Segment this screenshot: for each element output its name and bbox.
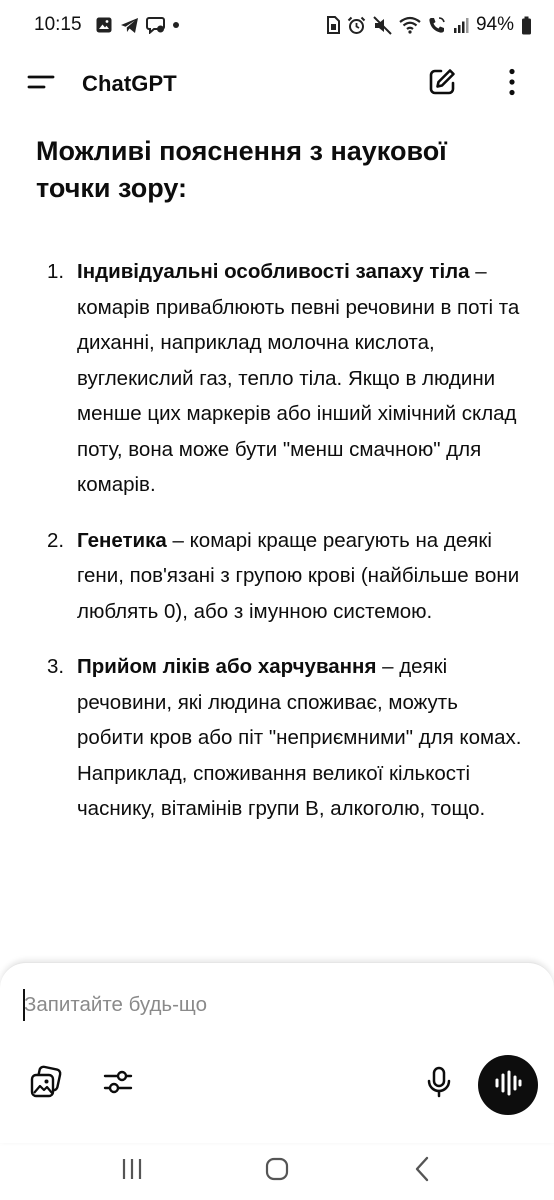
list-item-title: Індивідуальні особливості запаху тіла: [77, 260, 470, 283]
attach-image-button[interactable]: [26, 1064, 66, 1104]
telegram-icon: [120, 17, 139, 34]
message-input[interactable]: [24, 987, 524, 1023]
wifi-call-icon: [428, 16, 446, 34]
messenger-icon: [146, 16, 165, 34]
status-time: 10:15: [34, 14, 82, 35]
more-options-button[interactable]: [494, 64, 530, 104]
dot-icon: [172, 21, 180, 29]
status-bar-left: [34, 14, 180, 36]
list-item-number: 3.: [47, 655, 65, 678]
more-vertical-icon: [508, 68, 516, 100]
tools-icon: [102, 1067, 134, 1101]
list-item: [36, 254, 526, 503]
recent-apps-button[interactable]: [107, 1148, 157, 1194]
voice-mode-icon: [494, 1070, 522, 1100]
mute-icon: [373, 16, 392, 35]
gallery-icon: [95, 16, 113, 34]
list-item-title: Прийом ліків або харчування: [77, 655, 377, 678]
edit-icon: [427, 67, 457, 101]
microphone-icon: [426, 1066, 452, 1102]
menu-icon: [27, 73, 55, 95]
tools-button[interactable]: [98, 1064, 138, 1104]
list-item-title: Генетика: [77, 528, 167, 552]
system-nav-bar: [0, 1142, 554, 1200]
menu-button[interactable]: [26, 69, 56, 99]
steps-list: [36, 254, 526, 827]
wifi-icon: [399, 16, 421, 34]
microphone-button[interactable]: [420, 1064, 458, 1104]
text-cursor: [23, 989, 25, 1021]
app-title: ChatGPT: [82, 71, 177, 96]
status-bar-right: [326, 14, 532, 36]
new-chat-button[interactable]: [424, 64, 460, 104]
battery-icon: [521, 16, 532, 35]
list-item: [36, 649, 526, 827]
voice-mode-button[interactable]: [478, 1055, 538, 1115]
app-header: [0, 58, 554, 110]
attach-image-icon: [29, 1065, 63, 1103]
home-button[interactable]: [252, 1148, 302, 1194]
assistant-message: [36, 133, 526, 847]
list-item-number: 2.: [47, 528, 65, 552]
message-heading: Можливі пояснення з наукової точки зору:: [36, 136, 447, 203]
list-item-text: – комарів приваблюють певні речовини в поті та диханні, наприклад молочна кислота, вуглекислий газ, тепло тіла. Якщо в людини менше цих маркерів або інший хімічний склад поту, вона може бути "менш смачною" для комарів.: [77, 260, 520, 496]
signal-icon: [453, 17, 469, 34]
back-icon: [413, 1156, 431, 1186]
message-composer: [0, 962, 554, 1143]
home-icon: [264, 1156, 290, 1186]
list-item-text: – комарі краще реагують на деякі гени, пов'язані з групою крові (найбільше вони люблять 0), або з імунною системою.: [77, 528, 520, 623]
list-item: [36, 523, 526, 630]
list-item-number: 1.: [47, 260, 65, 283]
status-bar: [0, 0, 554, 50]
alarm-icon: [347, 16, 366, 35]
battery-percent: 94%: [475, 14, 514, 35]
recent-apps-icon: [120, 1157, 144, 1185]
sim-icon: [326, 16, 340, 34]
back-button[interactable]: [397, 1148, 447, 1194]
list-item-text: – деякі речовини, які людина споживає, можуть робити кров або піт "неприємними" для комах. Наприклад, споживання великої кількості часнику, вітамінів групи B, алкоголю, тощо.: [77, 655, 522, 820]
